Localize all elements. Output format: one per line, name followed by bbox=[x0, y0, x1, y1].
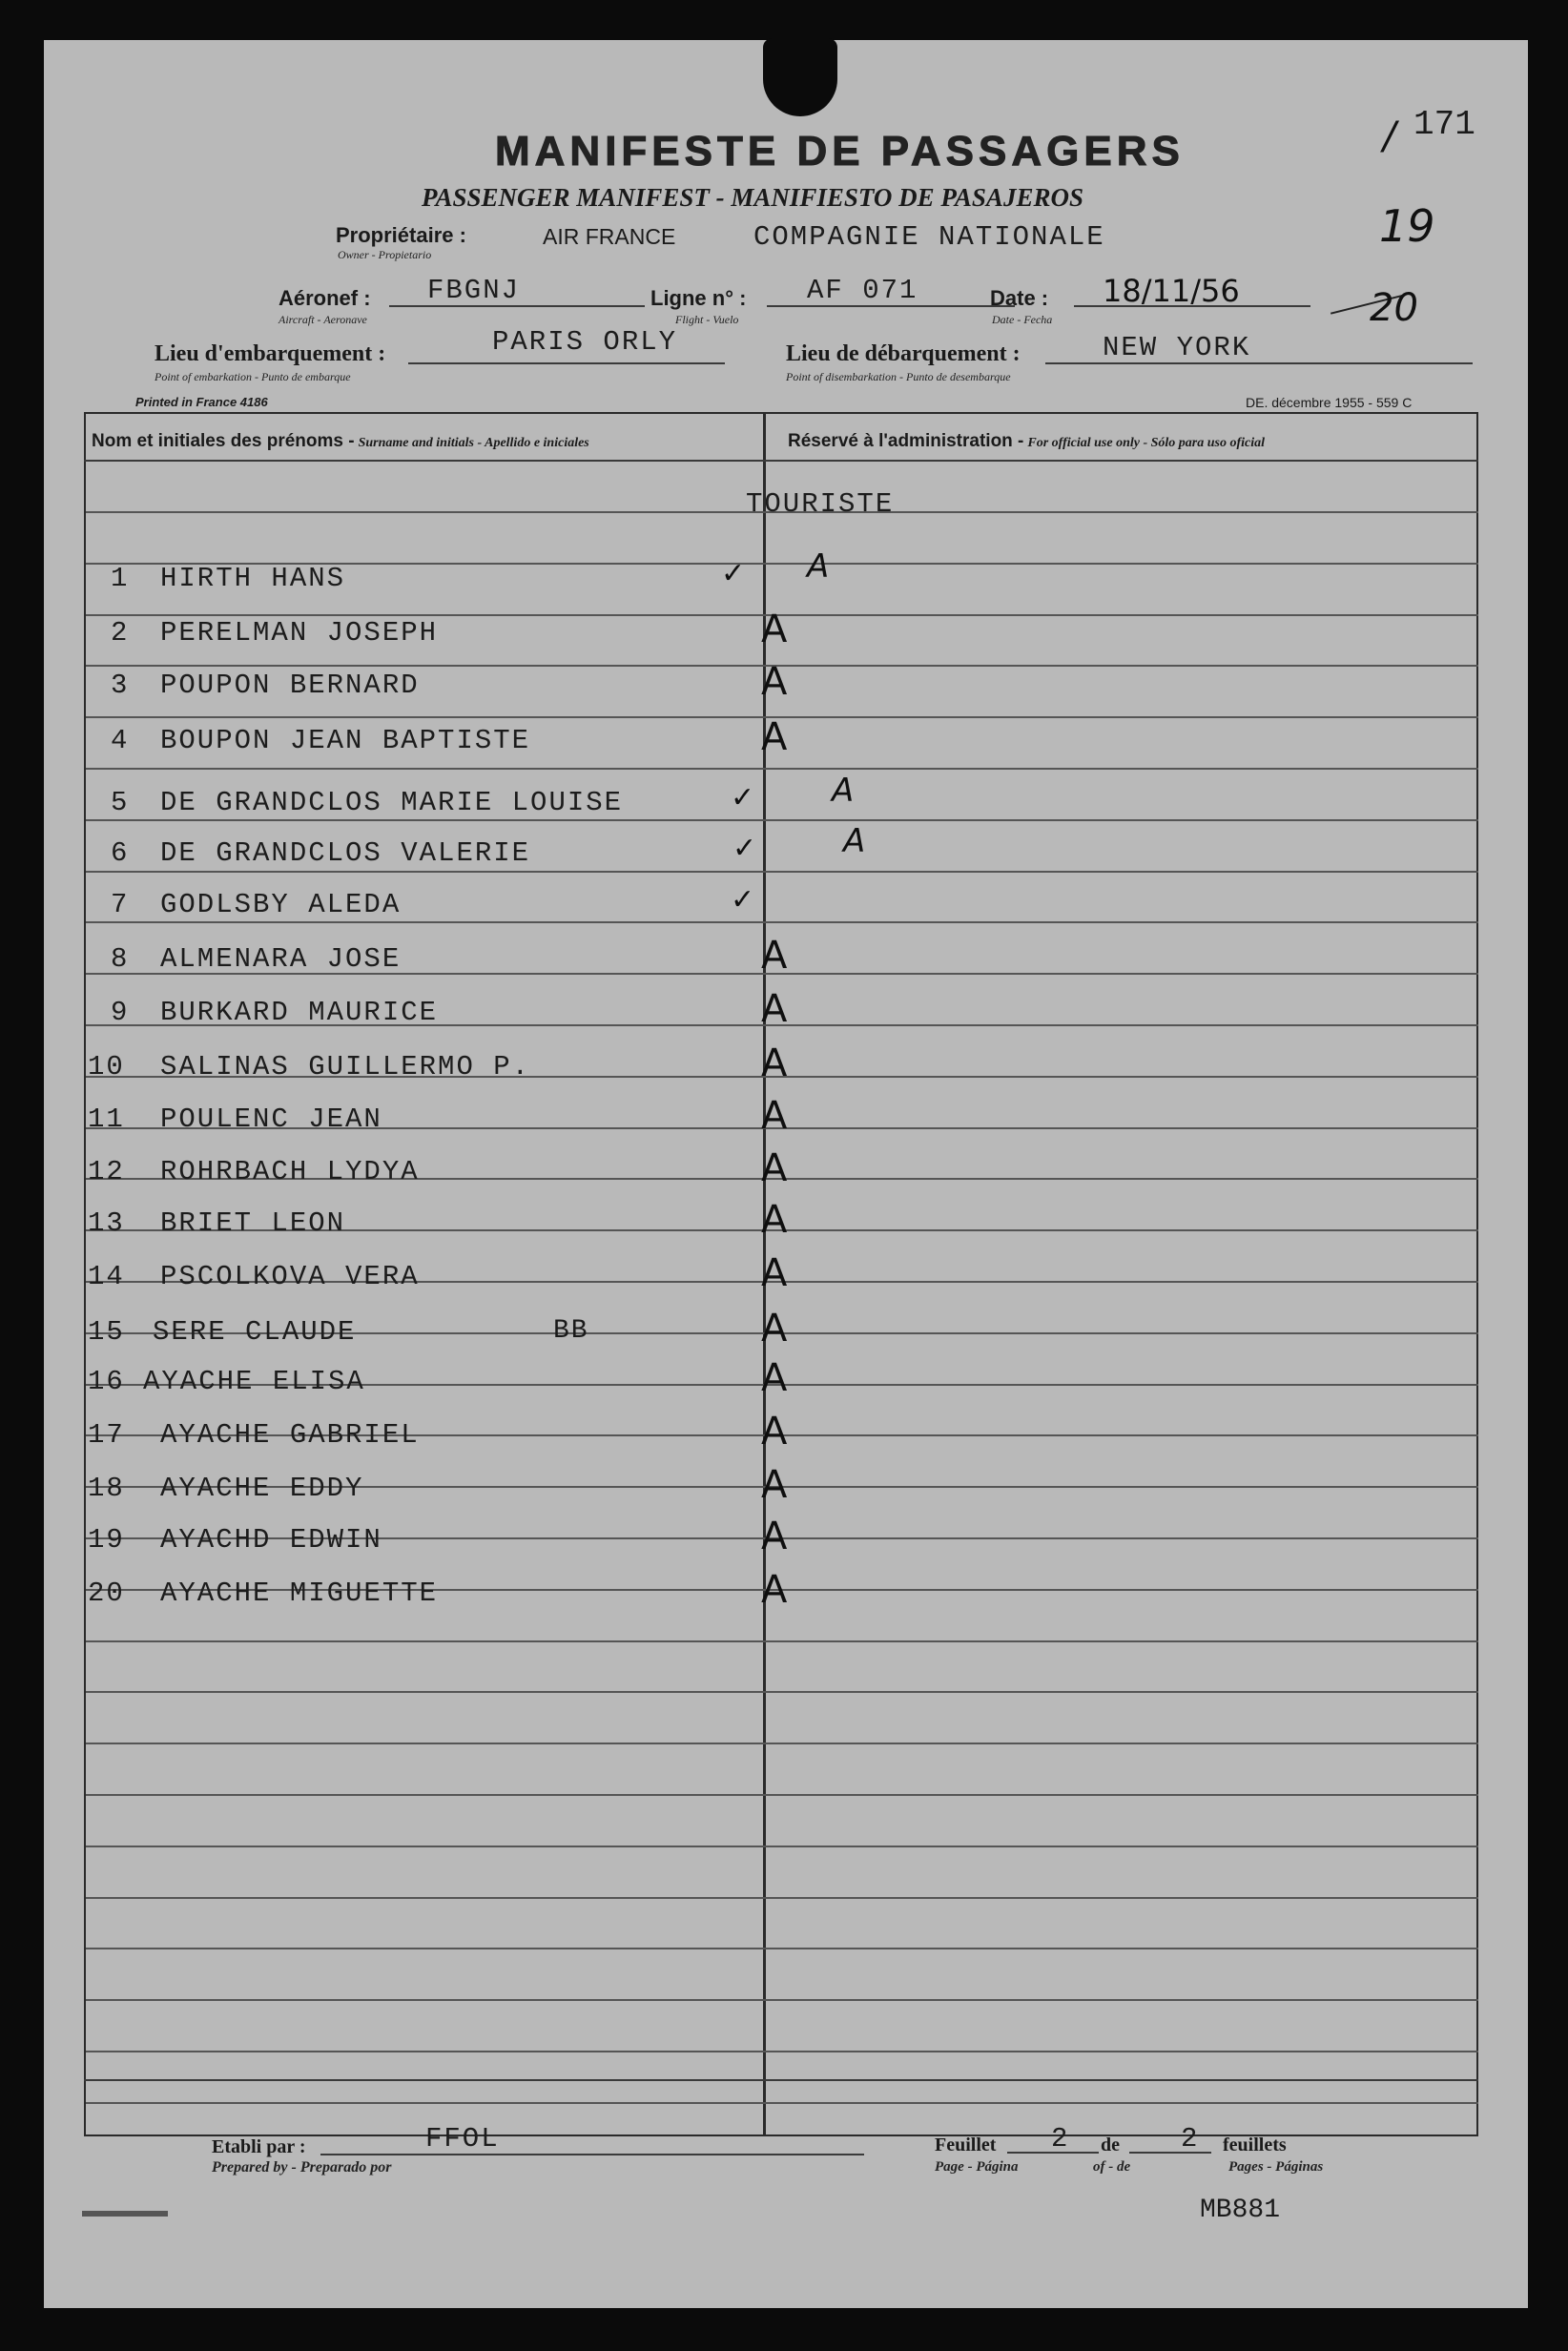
passenger-name: AYACHE ELISA bbox=[143, 1366, 365, 1397]
passenger-name: AYACHE MIGUETTE bbox=[160, 1578, 439, 1609]
binder-hole bbox=[763, 38, 837, 116]
handwritten-one: / bbox=[1383, 114, 1396, 158]
check-mark-icon: ✓ bbox=[731, 883, 755, 917]
row-number: 9 bbox=[111, 997, 130, 1028]
bb-note: BB bbox=[553, 1316, 589, 1346]
admin-a-mark: A bbox=[807, 547, 830, 586]
aircraft-sub: Aircraft - Aeronave bbox=[279, 313, 367, 326]
row-number: 3 bbox=[111, 670, 130, 701]
title-multilingual: PASSENGER MANIFEST - MANIFIESTO DE PASAJEROS bbox=[422, 183, 1083, 212]
admin-a-mark: A bbox=[761, 1356, 788, 1400]
flight-sub: Flight - Vuelo bbox=[675, 313, 739, 326]
check-mark-icon: ✓ bbox=[732, 832, 757, 865]
row-line bbox=[86, 1691, 1478, 1693]
row-number: 13 bbox=[88, 1207, 125, 1239]
passenger-name: AYACHD EDWIN bbox=[160, 1524, 382, 1556]
row-number: 12 bbox=[88, 1156, 125, 1187]
row-number: 6 bbox=[111, 837, 130, 869]
sheet-sub: Page - Página bbox=[935, 2159, 1019, 2175]
row-line bbox=[86, 1743, 1478, 1744]
form-ref: DE. décembre 1955 - 559 C bbox=[1246, 395, 1413, 410]
embark-label: Lieu d'embarquement : bbox=[155, 341, 386, 366]
embark-sub: Point of embarkation - Punto de embarque bbox=[155, 370, 351, 383]
prepared-underline bbox=[320, 2154, 864, 2155]
admin-a-mark: A bbox=[761, 715, 788, 759]
flight-value: AF 071 bbox=[807, 275, 918, 306]
check-mark-icon: ✓ bbox=[721, 557, 746, 590]
table-footer-line bbox=[84, 2079, 1478, 2081]
row-number: 5 bbox=[111, 787, 130, 818]
flight-label: Ligne n° : bbox=[650, 286, 747, 310]
passenger-name: PERELMAN JOSEPH bbox=[160, 617, 439, 649]
passenger-name: SALINAS GUILLERMO P. bbox=[160, 1051, 531, 1083]
row-line bbox=[86, 819, 1478, 821]
owner-label: Propriétaire : bbox=[336, 223, 466, 247]
passenger-name: PSCOLKOVA VERA bbox=[160, 1261, 420, 1292]
passenger-name: BURKARD MAURICE bbox=[160, 997, 439, 1028]
passenger-name: GODLSBY ALEDA bbox=[160, 889, 402, 920]
passenger-name: ROHRBACH LYDYA bbox=[160, 1156, 420, 1187]
row-number: 2 bbox=[111, 617, 130, 649]
passenger-name: POUPON BERNARD bbox=[160, 670, 420, 701]
row-line bbox=[86, 2102, 1478, 2104]
admin-a-mark: A bbox=[761, 1463, 788, 1507]
embark-value: PARIS ORLY bbox=[492, 326, 678, 358]
passenger-name: HIRTH HANS bbox=[160, 563, 346, 594]
passenger-name: DE GRANDCLOS MARIE LOUISE bbox=[160, 787, 624, 818]
check-mark-icon: ✓ bbox=[731, 781, 755, 815]
admin-a-mark: A bbox=[843, 822, 866, 860]
admin-a-mark: A bbox=[761, 1198, 788, 1242]
row-line bbox=[86, 1897, 1478, 1899]
row-line bbox=[86, 2051, 1478, 2052]
page-number: 171 bbox=[1413, 105, 1475, 144]
stamp: MB881 bbox=[1200, 2196, 1281, 2225]
aircraft-value: FBGNJ bbox=[427, 275, 521, 306]
row-line bbox=[86, 768, 1478, 770]
admin-a-mark: A bbox=[761, 1146, 788, 1190]
sheet-value: 2 bbox=[1051, 2123, 1070, 2155]
disembark-label: Lieu de débarquement : bbox=[786, 341, 1021, 366]
of-sub: of - de bbox=[1093, 2159, 1131, 2175]
admin-a-mark: A bbox=[761, 987, 788, 1031]
row-number: 19 bbox=[88, 1524, 125, 1556]
row-number: 10 bbox=[88, 1051, 125, 1083]
sheets-label: feuillets bbox=[1223, 2134, 1287, 2155]
passenger-name: AYACHE GABRIEL bbox=[160, 1419, 420, 1451]
passenger-name: AYACHE EDDY bbox=[160, 1473, 364, 1504]
admin-a-mark: A bbox=[761, 1515, 788, 1558]
admin-a-mark: A bbox=[761, 1568, 788, 1612]
row-line bbox=[86, 871, 1478, 873]
class-note: TOURISTE bbox=[746, 488, 895, 520]
row-number: 1 bbox=[111, 563, 130, 594]
row-line bbox=[86, 1640, 1478, 1642]
prepared-label: Etabli par : bbox=[212, 2136, 306, 2157]
disembark-value: NEW YORK bbox=[1103, 332, 1251, 363]
of-value: 2 bbox=[1181, 2123, 1200, 2155]
admin-a-mark: A bbox=[761, 660, 788, 704]
col-surname-header: Nom et initiales des prénoms - Surname and initials - Apellido e iniciales bbox=[92, 431, 589, 451]
passenger-name: BRIET LEON bbox=[160, 1207, 346, 1239]
manifest-sheet bbox=[44, 40, 1528, 2308]
handwritten-total: 20 bbox=[1370, 286, 1418, 330]
row-line bbox=[86, 1999, 1478, 2001]
passenger-name: ALMENARA JOSE bbox=[160, 943, 402, 975]
admin-a-mark: A bbox=[832, 772, 855, 810]
date-value: 18/11/56 bbox=[1103, 273, 1240, 309]
row-line bbox=[86, 1846, 1478, 1847]
admin-a-mark: A bbox=[761, 1307, 788, 1351]
date-label: Date : bbox=[990, 286, 1049, 310]
row-number: 20 bbox=[88, 1578, 125, 1609]
admin-a-mark: A bbox=[761, 1094, 788, 1138]
admin-a-mark: A bbox=[761, 1410, 788, 1454]
row-line bbox=[86, 921, 1478, 923]
passenger-name: POULENC JEAN bbox=[160, 1103, 382, 1135]
row-number: 8 bbox=[111, 943, 130, 975]
printed-note: Printed in France 4186 bbox=[135, 395, 268, 409]
passenger-name: BOUPON JEAN BAPTISTE bbox=[160, 725, 531, 756]
owner-typed: COMPAGNIE NATIONALE bbox=[753, 221, 1105, 253]
admin-a-mark: A bbox=[761, 1251, 788, 1295]
row-line bbox=[86, 1948, 1478, 1949]
row-number: 11 bbox=[88, 1103, 125, 1135]
handwritten-count: 19 bbox=[1379, 200, 1435, 252]
row-number: 15 bbox=[88, 1316, 125, 1348]
header-bottom-line bbox=[84, 460, 1478, 462]
passenger-name: SERE CLAUDE bbox=[153, 1316, 357, 1348]
admin-a-mark: A bbox=[761, 608, 788, 651]
admin-a-mark: A bbox=[761, 1041, 788, 1085]
prepared-sub: Prepared by - Preparado por bbox=[212, 2159, 392, 2176]
owner-value: AIR FRANCE bbox=[543, 224, 676, 249]
aircraft-label: Aéronef : bbox=[279, 286, 371, 310]
sheets-sub: Pages - Páginas bbox=[1228, 2159, 1324, 2175]
printer-mark bbox=[82, 2211, 168, 2217]
admin-a-mark: A bbox=[761, 934, 788, 978]
row-number: 7 bbox=[111, 889, 130, 920]
sheet-label: Feuillet bbox=[935, 2134, 997, 2155]
row-number: 18 bbox=[88, 1473, 125, 1504]
disembark-sub: Point of disembarkation - Punto de desembarque bbox=[786, 370, 1011, 383]
row-number: 17 bbox=[88, 1419, 125, 1451]
col-admin-header: Réservé à l'administration - For official use only - Sólo para uso oficial bbox=[788, 431, 1266, 451]
of-label: de bbox=[1101, 2134, 1120, 2155]
embark-underline bbox=[408, 362, 725, 364]
title-fr: MANIFESTE DE PASSAGERS bbox=[495, 128, 1185, 175]
row-number: 16 bbox=[88, 1366, 125, 1397]
owner-sub: Owner - Propietario bbox=[338, 248, 432, 261]
row-line bbox=[86, 1794, 1478, 1796]
passenger-name: DE GRANDCLOS VALERIE bbox=[160, 837, 531, 869]
row-number: 4 bbox=[111, 725, 130, 756]
prepared-value: FFOL bbox=[425, 2123, 500, 2155]
date-sub: Date - Fecha bbox=[992, 313, 1053, 326]
row-number: 14 bbox=[88, 1261, 125, 1292]
